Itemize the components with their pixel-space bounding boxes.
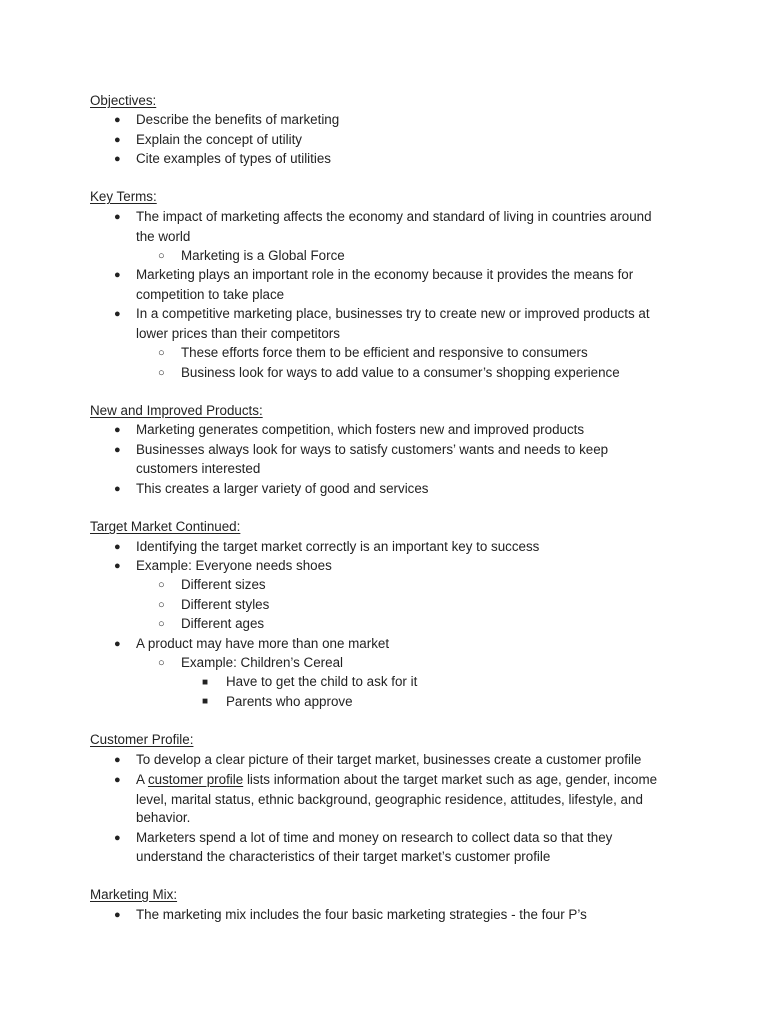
new-products-item-line: Businesses always look for ways to satisfy customers’ wants and needs to keep bbox=[136, 442, 609, 457]
customer-profile-item-line: behavior. bbox=[136, 810, 191, 825]
circle-bullet-icon: ○ bbox=[158, 599, 165, 611]
target-market-subitem: Example: Children’s Cereal bbox=[181, 655, 344, 670]
bullet-icon: ● bbox=[114, 444, 121, 456]
key-terms-item-line: The impact of marketing affects the economy and standard of living in countries around bbox=[136, 209, 652, 224]
key-terms-item-line: lower prices than their competitors bbox=[136, 326, 340, 341]
target-market-subitem: Different styles bbox=[181, 597, 270, 612]
customer-profile-item-line: understand the characteristics of their target market’s customer profile bbox=[136, 849, 551, 864]
bullet-icon: ● bbox=[114, 269, 121, 281]
key-terms-item-line: competition to take place bbox=[136, 287, 285, 302]
target-market-item: Example: Everyone needs shoes bbox=[136, 558, 332, 573]
new-products-item-line: customers interested bbox=[136, 461, 261, 476]
customer-profile-rest: lists information about the target market such as age, gender, income bbox=[246, 772, 658, 787]
bullet-icon: ● bbox=[114, 153, 121, 165]
bullet-icon: ● bbox=[114, 483, 121, 495]
objectives-item: Describe the benefits of marketing bbox=[136, 112, 340, 127]
circle-bullet-icon: ○ bbox=[158, 579, 165, 591]
target-market-subitem: Different sizes bbox=[181, 577, 266, 592]
key-terms-item-line: Marketing plays an important role in the economy because it provides the means for bbox=[136, 267, 634, 282]
bullet-icon: ● bbox=[114, 754, 121, 766]
bullet-icon: ● bbox=[114, 424, 121, 436]
objectives-item: Explain the concept of utility bbox=[136, 132, 302, 147]
circle-bullet-icon: ○ bbox=[158, 367, 165, 379]
target-market-subsubitem: Parents who approve bbox=[226, 694, 353, 709]
target-market-item: Identifying the target market correctly is an important key to success bbox=[136, 539, 540, 554]
bullet-icon: ● bbox=[114, 308, 121, 320]
customer-profile-prefix: A bbox=[136, 772, 145, 787]
new-products-heading: New and Improved Products: bbox=[90, 403, 263, 418]
bullet-icon: ● bbox=[114, 211, 121, 223]
bullet-icon: ● bbox=[114, 134, 121, 146]
target-market-subsubitem: Have to get the child to ask for it bbox=[226, 674, 418, 689]
key-terms-item-line: the world bbox=[136, 229, 191, 244]
customer-profile-item: To develop a clear picture of their target market, businesses create a customer profile bbox=[136, 752, 642, 767]
customer-profile-item-line: Marketers spend a lot of time and money on research to collect data so that they bbox=[136, 830, 613, 845]
bullet-icon: ● bbox=[114, 909, 121, 921]
circle-bullet-icon: ○ bbox=[158, 618, 165, 630]
bullet-icon: ● bbox=[114, 832, 121, 844]
target-market-subitem: Different ages bbox=[181, 616, 265, 631]
bullet-icon: ● bbox=[114, 560, 121, 572]
circle-bullet-icon: ○ bbox=[158, 347, 165, 359]
circle-bullet-icon: ○ bbox=[158, 657, 165, 669]
square-bullet-icon: ■ bbox=[202, 696, 209, 707]
objectives-heading: Objectives: bbox=[90, 93, 157, 108]
bullet-icon: ● bbox=[114, 541, 121, 553]
customer-profile-term: customer profile bbox=[147, 772, 244, 787]
key-terms-subitem: Business look for ways to add value to a consumer’s shopping experience bbox=[181, 365, 620, 380]
bullet-icon: ● bbox=[114, 774, 121, 786]
key-terms-item-line: In a competitive marketing place, businesses try to create new or improved products at bbox=[136, 306, 650, 321]
marketing-mix-heading: Marketing Mix: bbox=[90, 887, 178, 902]
square-bullet-icon: ■ bbox=[202, 677, 209, 688]
circle-bullet-icon: ○ bbox=[158, 250, 165, 262]
objectives-item: Cite examples of types of utilities bbox=[136, 151, 331, 166]
new-products-item: This creates a larger variety of good and services bbox=[136, 481, 429, 496]
bullet-icon: ● bbox=[114, 114, 121, 126]
target-market-heading: Target Market Continued: bbox=[90, 519, 241, 534]
new-products-item: Marketing generates competition, which fosters new and improved products bbox=[136, 422, 585, 437]
key-terms-subitem: These efforts force them to be efficient and responsive to consumers bbox=[181, 345, 588, 360]
customer-profile-heading: Customer Profile: bbox=[90, 732, 194, 747]
key-terms-subitem: Marketing is a Global Force bbox=[181, 248, 345, 263]
marketing-mix-item: The marketing mix includes the four basic marketing strategies - the four P’s bbox=[136, 907, 587, 922]
key-terms-heading: Key Terms: bbox=[90, 189, 157, 204]
target-market-item: A product may have more than one market bbox=[136, 636, 390, 651]
bullet-icon: ● bbox=[114, 638, 121, 650]
customer-profile-item-line bbox=[136, 772, 657, 787]
customer-profile-item-line: level, marital status, ethnic background, geographic residence, attitudes, lifestyle, and bbox=[136, 792, 643, 807]
